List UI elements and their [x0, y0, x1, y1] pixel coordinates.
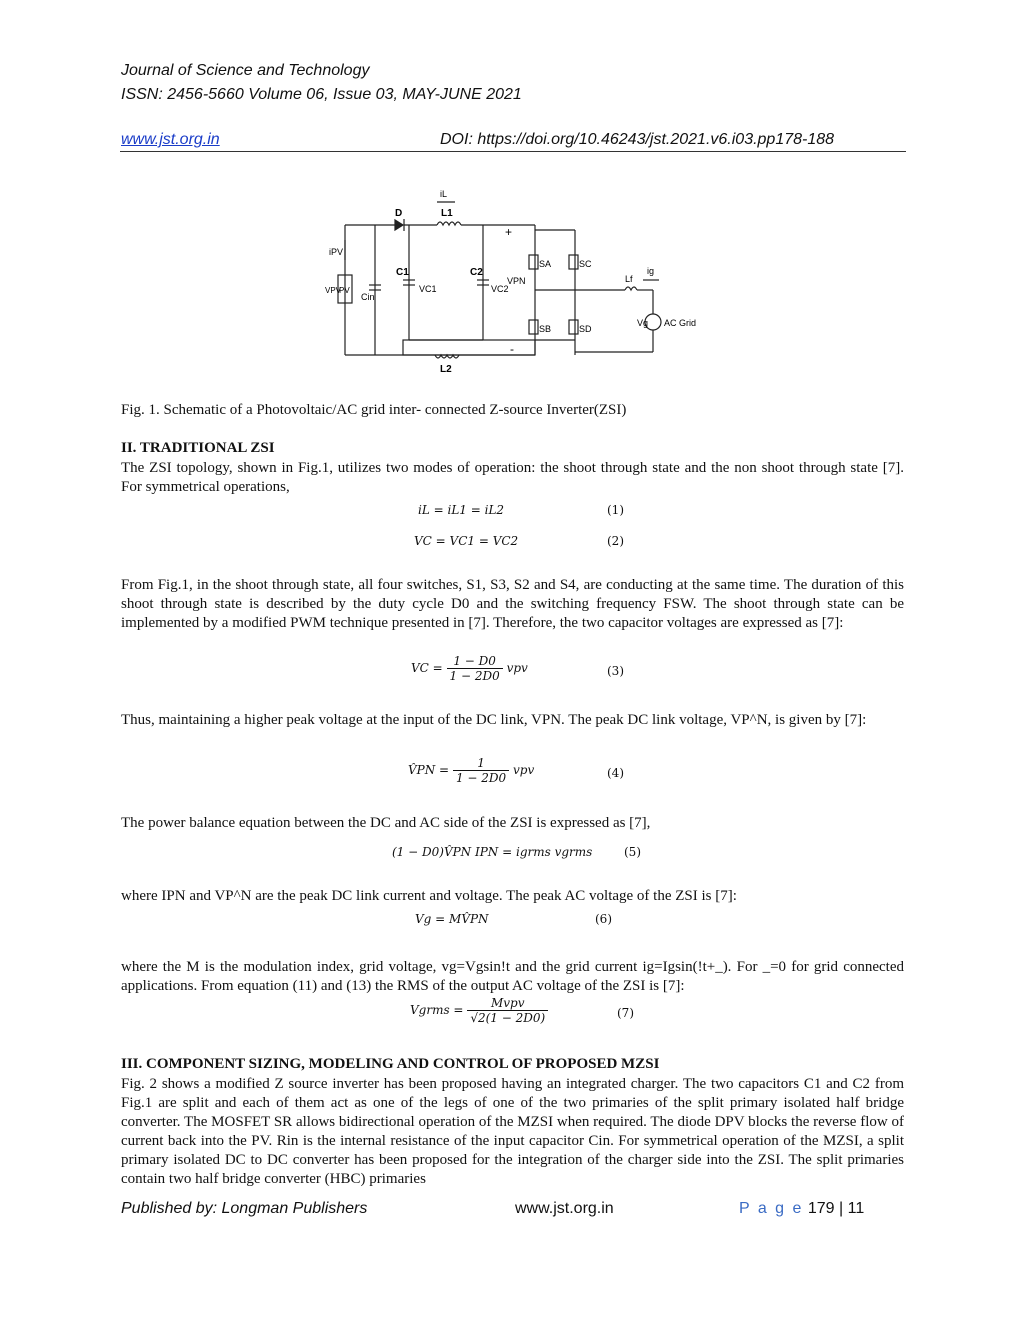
label-L1: L1	[441, 208, 453, 219]
paragraph-peak-ac-voltage: where IPN and VP^N are the peak DC link current and voltage. The peak AC voltage of the ZSI is [7]:	[121, 888, 737, 904]
equation-3-lhs: VC =	[411, 661, 443, 675]
paragraph-shoot-through: From Fig.1, in the shoot through state, all four switches, S1, S3, S2 and S4, are conducting at the same time. The duration of this shoot through state is described by the duty cycle D0 and the switching frequency FSW. The shoot through state can be implemented by a modified PWM technique presented in [7]. Therefore, the two capacitor voltages are expressed as [7]:	[121, 577, 904, 631]
label-C1: C1	[396, 267, 409, 278]
footer-page	[739, 1200, 864, 1218]
zsi-circuit-diagram	[325, 180, 705, 380]
equation-7-lhs: Vgrms =	[410, 1003, 464, 1017]
paragraph-peak-voltage: Thus, maintaining a higher peak voltage at the input of the DC link, VPN. The peak DC link voltage, VP^N, is given by [7]:	[121, 712, 867, 728]
equation-4-tail: vpv	[512, 763, 535, 777]
paragraph-power-balance: The power balance equation between the DC and AC side of the ZSI is expressed as [7],	[121, 815, 651, 831]
equation-7-denominator: √2(1 − 2D0)	[470, 1011, 546, 1025]
footer-page-number: 179 | 11	[807, 1200, 865, 1217]
label-SC: SC	[579, 259, 592, 269]
equation-4-numerator: 1	[453, 756, 509, 771]
equation-5: (1 − D0)V̂PN IPN = igrms vgrms	[392, 845, 593, 859]
label-plus-top: +	[505, 225, 513, 239]
label-iPV: iPV	[329, 247, 344, 257]
equation-3-numerator: 1 − D0	[447, 654, 503, 669]
footer-publisher: Published by: Longman Publishers	[121, 1200, 368, 1217]
label-VPV: VPV	[325, 286, 342, 295]
equation-number-3: (3)	[607, 664, 624, 678]
label-L2: L2	[440, 364, 452, 375]
section-heading-component-sizing: III. COMPONENT SIZING, MODELING AND CONTROL OF PROPOSED MZSI	[121, 1056, 660, 1072]
equation-4-lhs: V̂PN =	[408, 763, 450, 777]
equation-4-denominator: 1 − 2D0	[455, 771, 507, 785]
label-PV: PV	[339, 286, 350, 295]
label-C2: C2	[470, 267, 483, 278]
equation-number-7: (7)	[617, 1006, 634, 1020]
label-SA: SA	[539, 259, 552, 269]
journal-title: Journal of Science and Technology	[121, 62, 370, 79]
label-Cin: Cin	[361, 292, 375, 302]
equation-number-6: (6)	[595, 912, 612, 926]
paragraph-zsi-topology: The ZSI topology, shown in Fig.1, utilizes two modes of operation: the shoot through state and the non shoot through state [7]. For symmetrical operations,	[121, 460, 904, 495]
label-ac-grid: AC Grid	[664, 318, 697, 328]
label-SD: SD	[579, 324, 592, 334]
journal-website-link[interactable]: www.jst.org.in	[121, 131, 220, 148]
equation-2: VC = VC1 = VC2	[414, 534, 519, 548]
issn-line: ISSN: 2456-5660 Volume 06, Issue 03, MAY-JUNE 2021	[121, 86, 522, 103]
label-SB: SB	[539, 324, 552, 334]
label-VPN: VPN	[507, 276, 526, 286]
paragraph-modulation-index: where the M is the modulation index, grid voltage, vg=Vgsin!t and the grid current ig=Igsin(!t+_). For _=0 for grid connected applications. From equation (11) and (13) the RMS of the output AC voltage of the ZSI is [7]:	[121, 959, 904, 994]
footer-page-word: P a g e	[739, 1200, 804, 1217]
equation-7-fraction	[467, 996, 548, 1025]
equation-number-4: (4)	[607, 766, 624, 780]
equation-3-fraction	[447, 654, 503, 683]
paragraph-mzsi-proposal: Fig. 2 shows a modified Z source inverter has been proposed having an integrated charger. The two capacitors C1 and C2 from Fig.1 are split and each of them act as one of the legs of one of the two primaries of the split primary isolated half bridge converter. The MOSFET SR allows bidirectional operation of the MZSI when required. The diode DPV blocks the reverse flow of current back into the PV. Rin is the internal resistance of the input capacitor Cin. For symmetrical operation of the MZSI, a split primary isolated DC to DC converter has been proposed for the integration of the charger side into the ZSI. The split primaries contain two half bridge converter (HBC) primaries	[121, 1076, 904, 1187]
figure-caption: Fig. 1. Schematic of a Photovoltaic/AC grid inter- connected Z-source Inverter(ZSI)	[121, 402, 627, 418]
equation-7-numerator: Mvpv	[467, 996, 548, 1011]
equation-4-fraction	[453, 756, 509, 785]
label-iL: iL	[440, 189, 448, 199]
header-rule	[120, 151, 906, 152]
equation-3	[411, 654, 528, 683]
equation-3-denominator: 1 − 2D0	[449, 669, 500, 683]
label-VC1: VC1	[419, 284, 437, 294]
label-VC2: VC2	[491, 284, 509, 294]
section-heading-traditional-zsi: II. TRADITIONAL ZSI	[121, 440, 275, 456]
label-Lf: Lf	[625, 274, 633, 284]
equation-number-2: (2)	[607, 534, 624, 548]
label-ig: ig	[647, 266, 655, 276]
label-minus-bottom: -	[510, 342, 514, 356]
label-Vg: Vg	[637, 318, 649, 328]
equation-7	[410, 996, 548, 1025]
doi-line: DOI: https://doi.org/10.46243/jst.2021.v6.i03.pp178-188	[440, 131, 835, 148]
label-D: D	[395, 208, 403, 219]
equation-6: Vg = MV̂PN	[415, 912, 489, 926]
equation-number-1: (1)	[607, 503, 624, 517]
equation-4	[408, 756, 534, 785]
footer-website: www.jst.org.in	[515, 1200, 614, 1217]
equation-1: iL = iL1 = iL2	[418, 503, 505, 517]
equation-number-5: (5)	[624, 845, 641, 859]
equation-3-tail: vpv	[506, 661, 528, 675]
